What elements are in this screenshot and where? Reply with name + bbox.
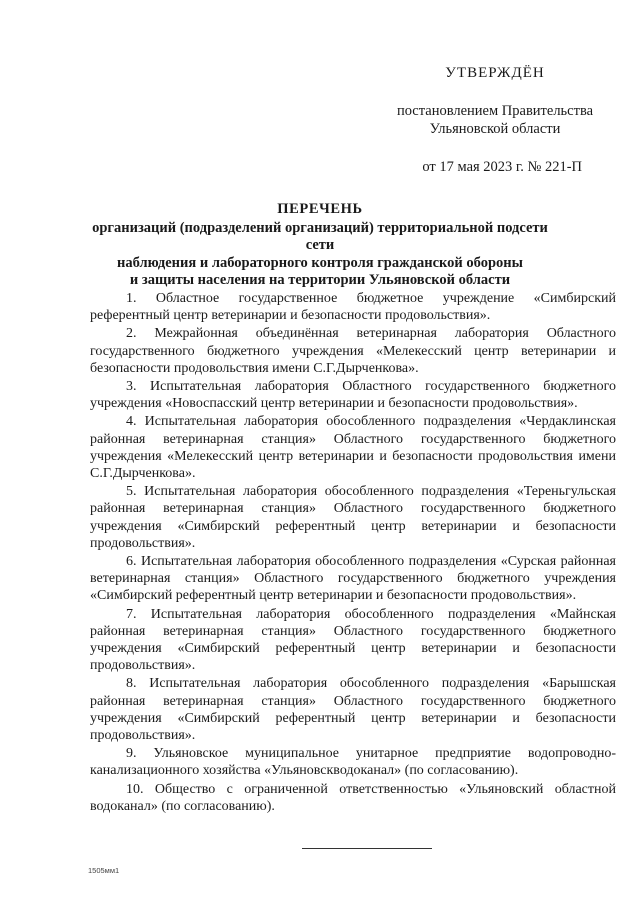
list-item: 7. Испытательная лаборатория обособленного подразделения «Майнская районная ветеринарная станция» Областного государственного бюджетного учреждения «Симбирский референтный центр ветеринарии и безопасности продовольствия». <box>90 606 616 674</box>
list-item: 2. Межрайонная объединённая ветеринарная лаборатория Областного государственного бюджетного учреждения «Мелекесский центр ветеринарии и безопасности продовольствия имени С.Г.Дырченкова». <box>90 326 616 376</box>
list-item: 9. Ульяновское муниципальное унитарное предприятие водопроводно-канализационного хозяйства «Ульяновскводоканал» (по согласованию). <box>90 746 616 779</box>
footer-code: 1505мм1 <box>88 866 120 875</box>
document-title: ПЕРЕЧЕНЬ <box>277 201 363 217</box>
list-item: 8. Испытательная лаборатория обособленного подразделения «Барышская районная ветеринарная станция» Областного государственного бюджетного учреждения «Симбирский референтный центр ветеринарии и безопасности продовольствия». <box>90 676 616 744</box>
document-subtitle-line3: и защиты населения на территории Ульяновской области <box>129 272 511 288</box>
end-divider <box>302 848 432 849</box>
approval-authority <box>380 102 610 138</box>
approval-block <box>380 64 610 176</box>
document-subtitle-line1: организаций (подразделений организаций) территориальной подсети сети <box>92 219 548 253</box>
list-item: 1. Областное государственное бюджетное учреждение «Симбирский референтный центр ветеринарии и безопасности продовольствия». <box>90 291 616 324</box>
list-item: 5. Испытательная лаборатория обособленного подразделения «Тереньгульская районная ветеринарная станция» Областного государственного бюджетного учреждения «Симбирский референтный центр ветеринарии и безопасности продовольствия». <box>90 484 616 551</box>
title-block <box>80 201 560 290</box>
document-subtitle-line2: наблюдения и лабораторного контроля гражданской обороны <box>117 254 523 271</box>
list-item: 10. Общество с ограниченной ответственностью «Ульяновский областной водоканал» (по согласованию). <box>90 781 616 814</box>
organizations-list <box>90 290 616 816</box>
approval-authority-line2: Ульяновской области <box>429 121 561 137</box>
list-item: 4. Испытательная лаборатория обособленного подразделения «Чердаклинская районная ветеринарная станция» Областного государственного бюджетного учреждения «Мелекесский центр ветеринарии и безопасности продовольствия имени С.Г.Дырченкова». <box>90 414 616 482</box>
approval-date: от 17 мая 2023 г. № 221-П <box>422 159 582 175</box>
list-item: 6. Испытательная лаборатория обособленного подразделения «Сурская районная ветеринарная станция» Областного государственного бюджетного учреждения «Симбирский референтный центр ветеринарии и безопасности продовольствия». <box>90 554 616 604</box>
approval-authority-line1: постановлением Правительства <box>396 103 594 119</box>
approval-stamp: УТВЕРЖДЁН <box>445 65 545 81</box>
list-item: 3. Испытательная лаборатория Областного государственного бюджетного учреждения «Новоспасский центр ветеринарии и безопасности продовольствия». <box>90 379 616 412</box>
